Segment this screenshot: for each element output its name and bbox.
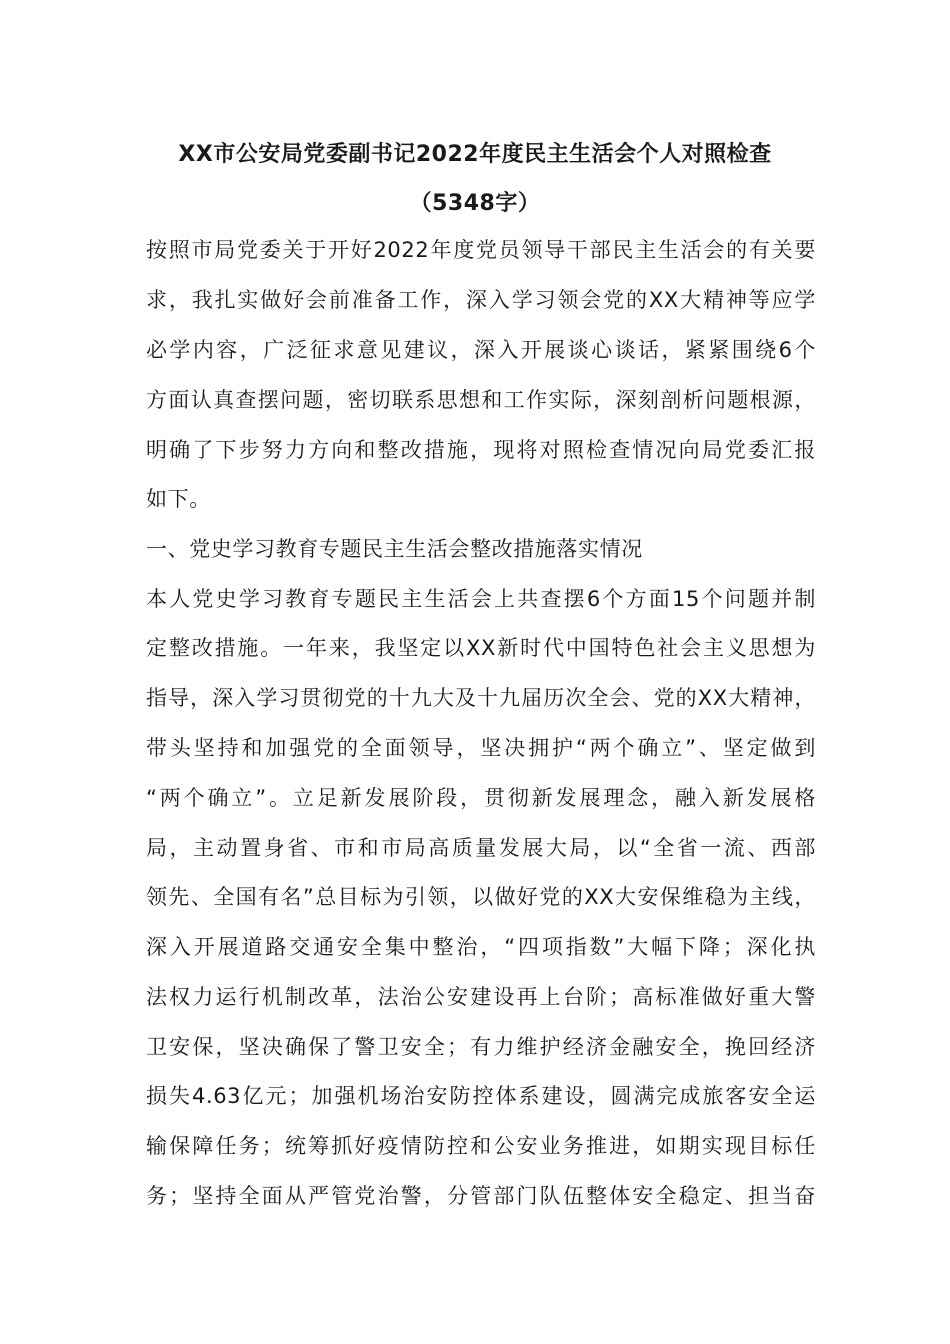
body-line: 卫安保，坚决确保了警卫安全；有力维护经济金融安全，挽回经济 [146,1035,816,1059]
body-line: 按照市局党委关于开好2022年度党员领导干部民主生活会的有关要 [146,238,816,262]
body-line: 深入开展道路交通安全集中整治，“四项指数”大幅下降；深化执 [146,935,816,959]
body-line: 局，主动置身省、市和市局高质量发展大局，以“全省一流、西部 [146,836,816,860]
body-line: 指导，深入学习贯彻党的十九大及十九届历次全会、党的XX大精神， [146,686,816,710]
body-line: 如下。 [146,487,211,511]
body-line: 明确了下步努力方向和整改措施，现将对照检查情况向局党委汇报 [146,438,816,462]
section-heading: 一、党史学习教育专题民主生活会整改措施落实情况 [146,537,643,561]
body-line: 务；坚持全面从严管党治警，分管部门队伍整体安全稳定、担当奋 [146,1184,816,1208]
body-line: “两个确立”。立足新发展阶段，贯彻新发展理念，融入新发展格 [146,786,816,810]
body-line: 法权力运行机制改革，法治公安建设再上台阶；高标准做好重大警 [146,985,816,1009]
document-title: XX市公安局党委副书记2022年度民主生活会个人对照检查 [178,142,772,167]
body-line: 领先、全国有名”总目标为引领，以做好党的XX大安保维稳为主线， [146,885,816,909]
body-line: 输保障任务；统筹抓好疫情防控和公安业务推进，如期实现目标任 [146,1134,816,1158]
body-line: 损失4.63亿元；加强机场治安防控体系建设，圆满完成旅客安全运 [146,1084,816,1108]
body-line: 本人党史学习教育专题民主生活会上共查摆6个方面15个问题并制 [146,587,816,611]
body-line: 求，我扎实做好会前准备工作，深入学习领会党的XX大精神等应学 [146,288,816,312]
body-line: 带头坚持和加强党的全面领导，坚决拥护“两个确立”、坚定做到 [146,736,816,760]
body-line: 必学内容，广泛征求意见建议，深入开展谈心谈话，紧紧围绕6个 [146,338,816,362]
body-line: 方面认真查摆问题，密切联系思想和工作实际，深刻剖析问题根源， [146,388,816,412]
body-line: 定整改措施。一年来，我坚定以XX新时代中国特色社会主义思想为 [146,636,816,660]
document-subtitle-word-count: （5348字） [409,191,541,216]
